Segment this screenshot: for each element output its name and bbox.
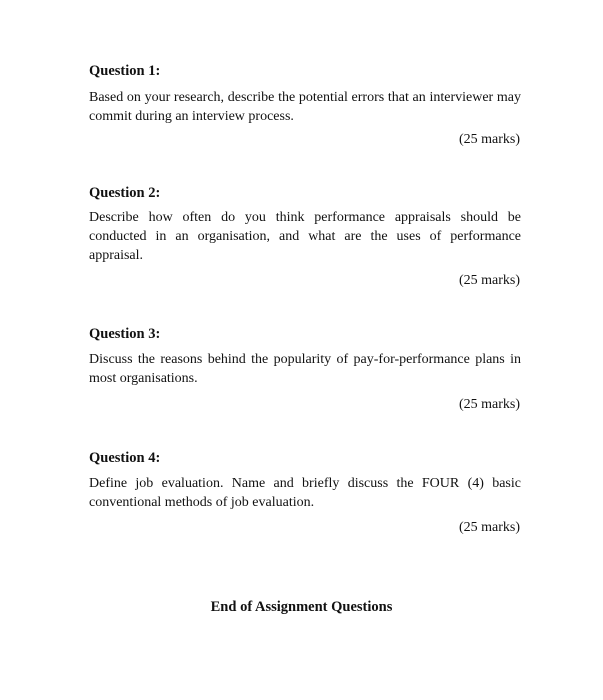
question-2-text: Describe how often do you think performance appraisals should be conducted in an organisation, and what are the uses of performance appraisal. xyxy=(89,210,521,263)
end-of-questions-footer: End of Assignment Questions xyxy=(210,599,393,615)
question-1-title: Question 1: xyxy=(89,63,161,79)
question-4-marks: (25 marks) xyxy=(458,520,520,535)
question-1-marks: (25 marks) xyxy=(458,132,520,147)
question-2-title: Question 2: xyxy=(89,185,161,201)
question-3-text: Discuss the reasons behind the popularity of pay-for-performance plans in most organisations. xyxy=(89,352,521,386)
question-4-title: Question 4: xyxy=(89,450,161,466)
question-3-marks: (25 marks) xyxy=(458,397,520,412)
question-2-marks: (25 marks) xyxy=(458,273,520,288)
question-3-title: Question 3: xyxy=(89,326,161,342)
question-4-text: Define job evaluation. Name and briefly discuss the FOUR (4) basic conventional methods of job evaluation. xyxy=(89,476,521,510)
question-1-text: Based on your research, describe the potential errors that an interviewer may commit during an interview process. xyxy=(89,90,521,124)
